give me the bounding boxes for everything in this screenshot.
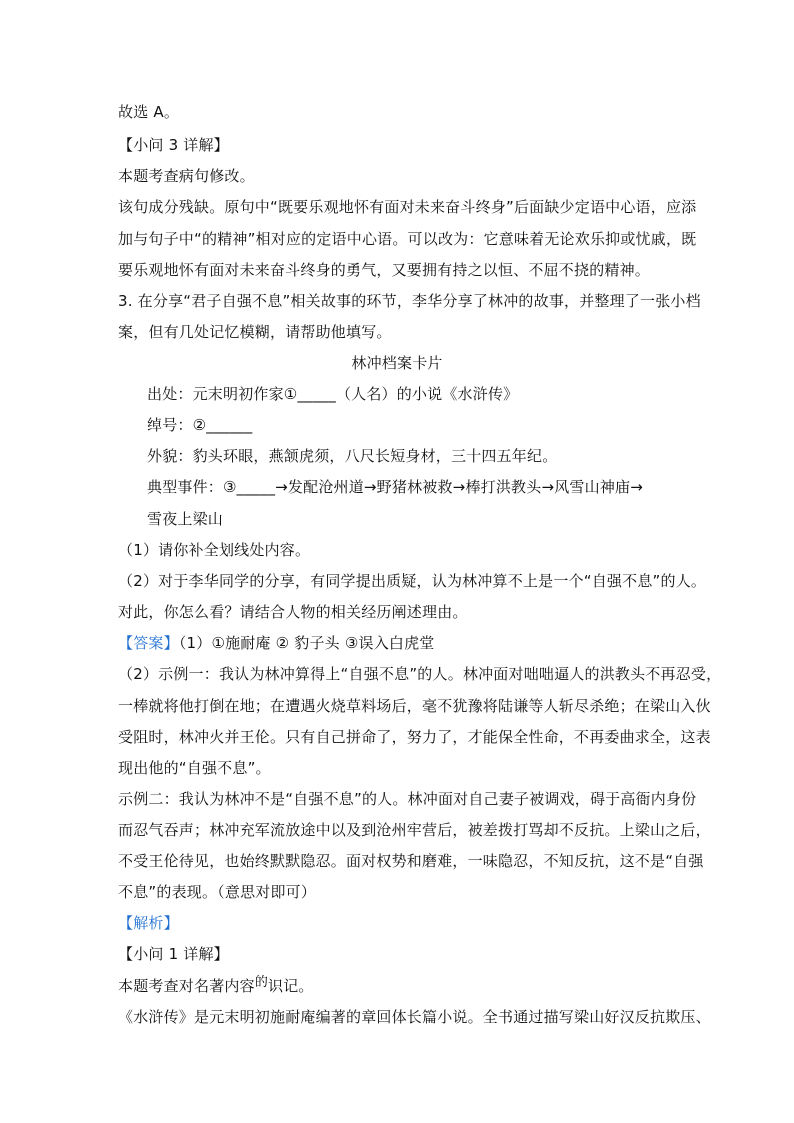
card-title: 林冲档案卡片 bbox=[351, 354, 443, 372]
answer-text: 不息”的表现。（意思对即可） bbox=[118, 883, 317, 901]
answer-text: 而忍气吞声；林冲充军流放途中以及到沧州牢营后，被差拨打骂却不反抗。上梁山之后， bbox=[118, 821, 711, 839]
card-field: 雪夜上梁山 bbox=[147, 510, 224, 528]
subquestion: （1）请你补全划线处内容。 bbox=[118, 541, 311, 559]
subquestion: 对此，你怎么看？请结合人物的相关经历阐述理由。 bbox=[118, 603, 468, 621]
answer-text: 现出他的“自强不息”。 bbox=[118, 759, 271, 777]
text-line: 本题考查病句修改。 bbox=[118, 167, 255, 185]
answer-text: 不受王伦待见，也始终默默隐忍。面对权势和磨难，一味隐忍，不知反抗，这不是“自强 bbox=[118, 852, 704, 870]
card-field: 绰号：②______ bbox=[147, 416, 253, 434]
raised-char: 的 bbox=[254, 975, 269, 990]
section-heading: 【小问 3 详解】 bbox=[118, 136, 229, 154]
question-text: 3. 在分享“君子自强不息”相关故事的环节，李华分享了林冲的故事，并整理了一张小档 bbox=[118, 292, 701, 310]
text-line: 《水浒传》是元末明初施耐庵编著的章回体长篇小说。全书通过描写梁山好汉反抗欺压、 bbox=[118, 1008, 711, 1026]
text-fragment: 本题考查对名著内容 bbox=[118, 977, 255, 995]
card-field: 典型事件：③_____→发配沧州道→野猪林被救→棒打洪教头→风雪山神庙→ bbox=[147, 478, 643, 496]
answer-text: 受阻时，林冲火并王伦。只有自己拼命了，努力了，才能保全性命，不再委曲求全，这表 bbox=[118, 728, 711, 746]
answer-line bbox=[118, 633, 435, 653]
answer-text: （2）示例一：我认为林冲算得上“自强不息”的人。林冲面对咄咄逼人的洪教头不再忍受， bbox=[118, 665, 722, 683]
analysis-tag: 【解析】 bbox=[118, 914, 179, 932]
answer-text: （1）①施耐庵 ② 豹子头 ③误入白虎堂 bbox=[178, 634, 435, 652]
answer-text: 示例二：我认为林冲不是“自强不息”的人。林冲面对自己妻子被调戏，碍于高衙内身份 bbox=[118, 790, 697, 808]
text-line: 故选 A。 bbox=[118, 103, 180, 121]
text-fragment: 识记。 bbox=[268, 977, 314, 995]
text-line bbox=[118, 976, 314, 998]
card-field: 外貌：豹头环眼，燕颔虎须，八尺长短身材，三十四五年纪。 bbox=[147, 447, 558, 465]
answer-tag: 【答案】 bbox=[118, 634, 179, 652]
question-text: 案，但有几处记忆模糊，请帮助他填写。 bbox=[118, 323, 392, 341]
text-line: 该句成分残缺。原句中“既要乐观地怀有面对未来奋斗终身”后面缺少定语中心语，应添 bbox=[118, 198, 697, 216]
card-field: 出处：元末明初作家①_____（人名）的小说《水浒传》 bbox=[147, 385, 519, 403]
section-heading: 【小问 1 详解】 bbox=[118, 945, 229, 963]
text-line: 要乐观地怀有面对未来奋斗终身的勇气，又要拥有持之以恒、不屈不挠的精神。 bbox=[118, 261, 651, 279]
answer-text: 一棒就将他打倒在地；在遭遇火烧草料场后，毫不犹豫将陆谦等人斩尽杀绝；在梁山入伙 bbox=[118, 697, 711, 715]
subquestion: （2）对于李华同学的分享，有同学提出质疑，认为林冲算不上是一个“自强不息”的人。 bbox=[118, 572, 707, 590]
text-line: 加与句子中“的精神”相对应的定语中心语。可以改为：它意味着无论欢乐抑或忧戚，既 bbox=[118, 230, 697, 248]
